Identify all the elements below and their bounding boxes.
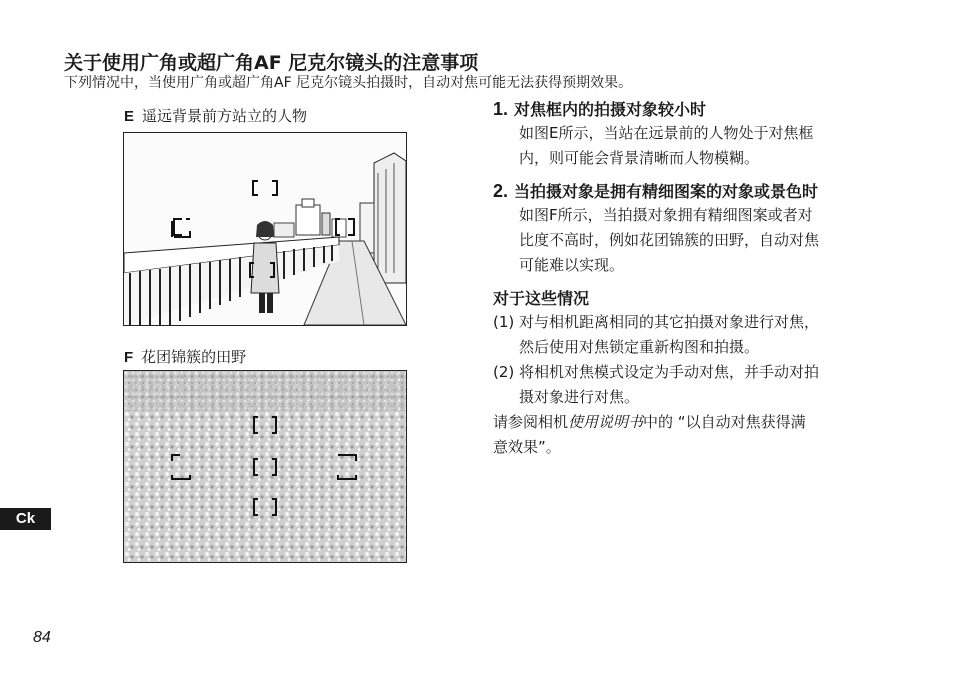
section-tab: Ck <box>0 508 51 530</box>
section-1-line: 内，则可能会背景清晰而人物模糊。 <box>519 149 760 167</box>
figure-e-label <box>124 105 307 126</box>
figure-e-caption: 遥远背景前方站立的人物 <box>142 107 308 125</box>
remedy-heading: 对于这些情况 <box>493 289 590 308</box>
remedy-note-text: 请参阅相机 <box>493 413 569 431</box>
remedy-item-line: 将相机对焦模式设定为手动对焦，并手动对拍 <box>519 363 820 381</box>
figure-f-caption: 花团锦簇的田野 <box>141 348 247 366</box>
manual-reference: 使用说明书 <box>568 413 644 431</box>
section-1-line: 如图E所示，当站在远景前的人物处于对焦框 <box>519 124 814 142</box>
section-2-line: 可能难以实现。 <box>519 256 625 274</box>
remedy-item-1 <box>493 310 893 360</box>
section-1-body <box>493 121 893 171</box>
page-number: 84 <box>33 629 51 646</box>
remedy-item-1-marker: (1) <box>493 313 515 331</box>
remedy-item-2-marker: (2) <box>493 363 515 381</box>
section-1-heading <box>493 97 893 120</box>
section-1-number: 1. <box>493 99 509 119</box>
page-title: 关于使用广角或超广角AF 尼克尔镜头的注意事项 <box>64 52 479 74</box>
remedy-list <box>493 310 893 460</box>
figure-e-image <box>123 132 407 326</box>
figure-f-letter: F <box>124 349 134 366</box>
figure-e-letter: E <box>124 108 135 125</box>
section-2-line: 比度不高时，例如花团锦簇的田野，自动对焦 <box>519 231 820 249</box>
remedy-note-end: 意效果”。 <box>493 438 561 456</box>
section-2-body <box>493 203 893 278</box>
right-column <box>493 97 893 460</box>
remedy-item-line: 对与相机距离相同的其它拍摄对象进行对焦， <box>519 313 820 331</box>
section-2-heading <box>493 179 893 202</box>
section-1-title: 对焦框内的拍摄对象较小时 <box>514 100 707 119</box>
figure-f-label <box>124 346 246 367</box>
figure-f-image <box>123 370 407 563</box>
remedy-note <box>493 410 893 435</box>
remedy-note-text: 中的 “以自动对焦获得满 <box>643 413 806 431</box>
remedy-item-line: 然后使用对焦锁定重新构图和拍摄。 <box>519 338 760 356</box>
section-2-title: 当拍摄对象是拥有精细图案的对象或景色时 <box>514 182 819 201</box>
remedy-item-2 <box>493 360 893 410</box>
remedy-item-line: 摄对象进行对焦。 <box>519 388 640 406</box>
intro-text: 下列情况中，当使用广角或超广角AF 尼克尔镜头拍摄时，自动对焦可能无法获得预期效果。 <box>64 75 633 91</box>
section-2-number: 2. <box>493 181 509 201</box>
section-2-line: 如图F所示，当拍摄对象拥有精细图案或者对 <box>519 206 813 224</box>
